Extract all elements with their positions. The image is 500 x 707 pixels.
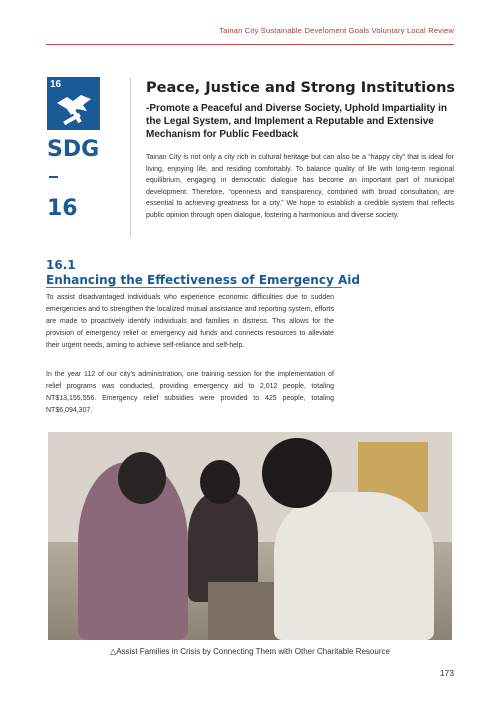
vertical-divider [130,77,131,237]
photo-head-right [262,438,332,508]
section-number: 16.1 [46,258,76,272]
section-paragraph-2: In the year 112 of our city’s administration, one training session for the implementation of relief programs was conducted, providing emergency aid to 2,012 people, totaling NT$13,155,556. Emergency relief subsidies were provided to 425 people, totaling NT$6,094,307. [46,371,334,414]
sdg16-logo [47,77,100,130]
running-header: Tainan City Sustainable Develoment Goals Voluntary Local Review [219,26,454,35]
photo-head-middle [200,460,240,504]
photo-head-left [118,452,166,504]
sdg-dash [49,176,58,178]
section-rule [46,287,342,288]
section-paragraph-1: To assist disadvantaged individuals who experience economic difficulties due to sudden emergencies and to strengthen the localized mutual assistance and reporting system, efforts are made to proactively identify individuals and families in distress. This allows for the provision of emergency relief or emergency aid funds and connects resources to alleviate their urgent needs, aiming to achieve self-reliance and self-help. [46,294,334,349]
emergency-aid-photo [48,432,452,640]
photo-social-worker [274,492,434,640]
page-top-margin [0,0,500,14]
page-title: Peace, Justice and Strong Institutions [146,80,456,96]
page-subtitle: -Promote a Peaceful and Diverse Society, Uphold Impartiality in the Legal System, and Implement a Reputable and Extensive Mechanism for Public Feedback [146,103,448,140]
sdg-number: 16 [47,196,78,221]
page-number: 173 [439,668,454,678]
dove-gavel-icon [53,89,95,127]
sdg-label: SDG [47,137,100,162]
intro-paragraph: Tainan City is not only a city rich in cultural heritage but can also be a “happy city” that is ideal for living, enjoying life, and residing comfortably. To balance quality of life with long-term regional equilibrium, engaging in democratic dialogue has become an important part of municipal development. Therefore, “openness and transparency, combined with broad consultation, are essential to achieving greatness for a city.” We hope to establish a credible system that reflects public opinion through open dialogue, fostering a harmonious and diverse society. [146,154,454,219]
photo-caption: △Assist Families in Crisis by Connecting Them with Other Charitable Resource [110,647,390,656]
sdg-icon-number: 16 [50,79,62,90]
header-rule [46,44,454,45]
section-title: Enhancing the Effectiveness of Emergency Aid [46,273,360,287]
